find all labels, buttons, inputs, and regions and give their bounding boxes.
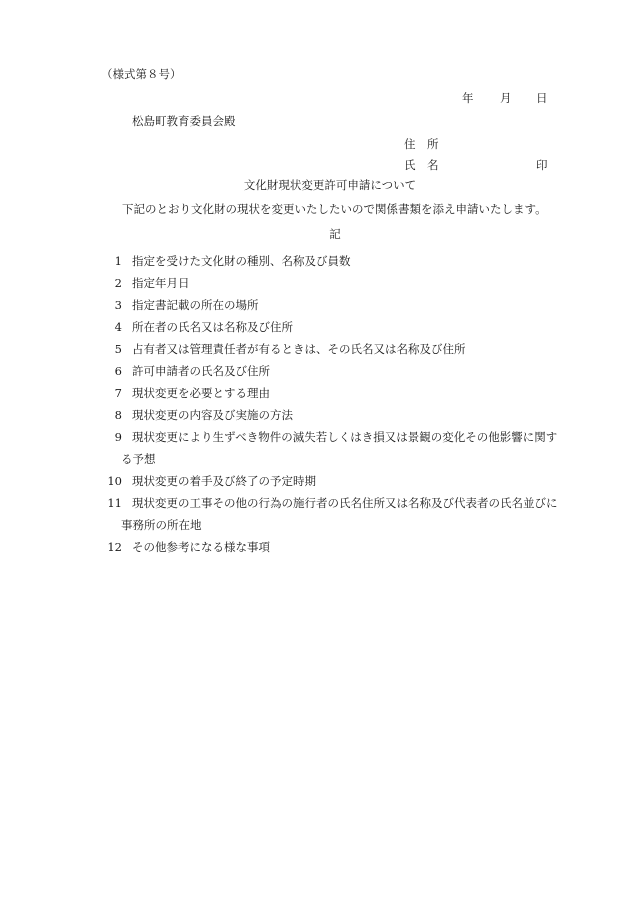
item-number: 11 [107, 496, 122, 510]
item-number: 10 [107, 474, 122, 488]
name-label: 氏 名 [404, 158, 439, 172]
document-title: 文化財現状変更許可申請について [243, 178, 417, 192]
addressee: 松島町教育委員会殿 [132, 114, 236, 128]
intro-text: 下記のとおり文化財の現状を変更いたしたいので関係書類を添え申請いたします。 [122, 202, 547, 216]
list-item [0, 366, 630, 388]
item-number: 7 [114, 386, 122, 400]
date-day-label: 日 [536, 91, 548, 105]
item-number: 9 [114, 430, 122, 444]
item-text: 占有者又は管理責任者が有るときは、その氏名又は名称及び住所 [132, 342, 466, 356]
date-month-label: 月 [500, 91, 512, 105]
list-item [0, 300, 630, 322]
item-text-continuation: る予想 [121, 452, 156, 466]
item-text: 現状変更の内容及び実施の方法 [132, 408, 293, 422]
list-item [0, 322, 630, 344]
item-number: 8 [114, 408, 122, 422]
item-text: 指定年月日 [132, 276, 190, 290]
item-text: 現状変更を必要とする理由 [132, 386, 270, 400]
item-text: 現状変更の工事その他の行為の施行者の氏名住所又は名称及び代表者の氏名並びに [132, 496, 558, 510]
item-list [0, 256, 630, 564]
item-number: 12 [107, 540, 122, 554]
list-item [0, 498, 630, 542]
seal-mark: 印 [536, 158, 548, 172]
item-text: その他参考になる様な事項 [132, 540, 270, 554]
list-item [0, 542, 630, 564]
list-item [0, 476, 630, 498]
address-label: 住 所 [404, 137, 439, 151]
item-text: 指定書記載の所在の場所 [132, 298, 259, 312]
item-number: 5 [114, 342, 122, 356]
item-number: 2 [114, 276, 122, 290]
list-item [0, 256, 630, 278]
list-item [0, 344, 630, 366]
date-year-label: 年 [462, 91, 474, 105]
ki-heading: 記 [329, 227, 341, 241]
item-text: 所在者の氏名又は名称及び住所 [132, 320, 293, 334]
item-number: 6 [114, 364, 122, 378]
item-text: 指定を受けた文化財の種別、名称及び員数 [132, 254, 351, 268]
form-number: （様式第８号） [101, 67, 182, 81]
item-text: 許可申請者の氏名及び住所 [132, 364, 270, 378]
item-number: 4 [114, 320, 122, 334]
list-item [0, 432, 630, 476]
list-item [0, 388, 630, 410]
list-item [0, 410, 630, 432]
item-text: 現状変更により生ずべき物件の滅失若しくはき損又は景観の変化その他影響に関す [132, 430, 558, 444]
list-item [0, 278, 630, 300]
item-text-continuation: 事務所の所在地 [121, 518, 202, 532]
item-number: 3 [114, 298, 122, 312]
item-text: 現状変更の着手及び終了の予定時期 [132, 474, 316, 488]
item-number: 1 [114, 254, 122, 268]
